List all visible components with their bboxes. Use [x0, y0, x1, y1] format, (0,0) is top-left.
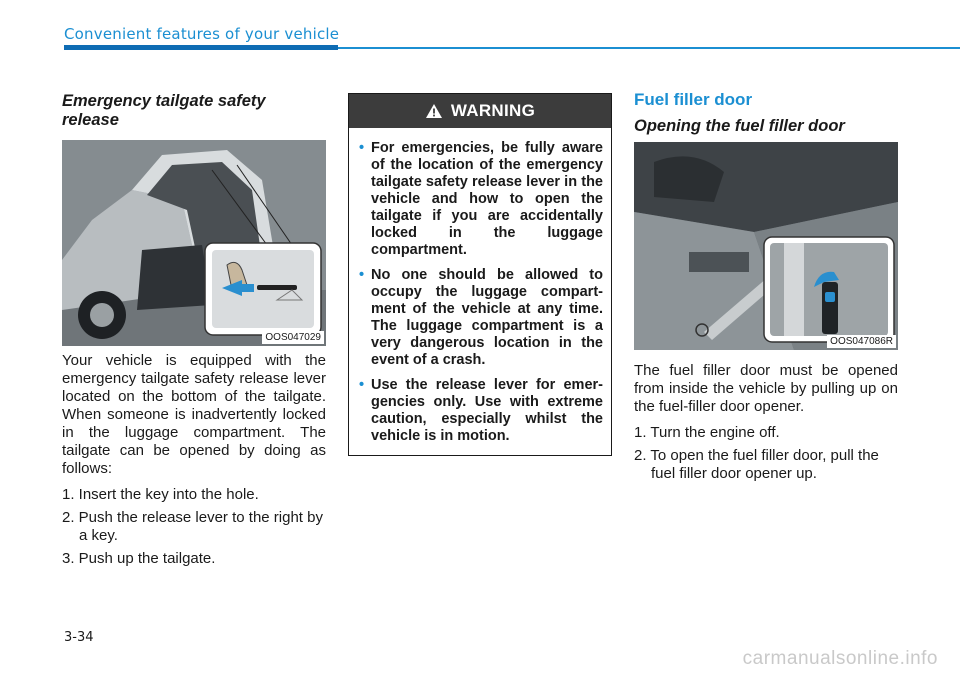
header-rule-thick: [64, 45, 338, 50]
header-rule-thin: [338, 47, 960, 49]
warning-header: [349, 94, 611, 128]
tailgate-steps: [62, 486, 326, 568]
bullet-icon: •: [359, 140, 365, 156]
bullet-icon: •: [359, 377, 365, 393]
figure-label: OOS047029: [262, 331, 324, 344]
fuel-door-steps: [634, 424, 898, 483]
watermark: carmanualsonline.info: [742, 648, 938, 669]
step-item: 2. Push the release lever to the right by a key.: [62, 509, 323, 544]
header-title: Convenient features of your vehicle: [64, 25, 340, 43]
figure-label: OOS047086R: [827, 335, 896, 348]
bullet-icon: •: [359, 267, 365, 283]
warning-item: • For emergencies, be fully aware of the location of the emergency tailgate safety release lever in the vehicle and how to open the tailgate if you are accidentally locked in the luggage compartment.: [359, 140, 603, 258]
tailgate-paragraph: Your vehicle is equipped with the emergency tailgate safety release lever located on the bottom of the tailgate. When someone is inadvertently locked in the luggage compartment. The tailgate can be opened by doing as follows:: [62, 352, 326, 477]
warning-item: • No one should be allowed to occupy the luggage compartment of the vehicle at any time. The luggage compartment is a very dangerous location in the event of a crash.: [359, 267, 603, 368]
fuel-door-section: [634, 90, 898, 488]
step-item: 1. Turn the engine off.: [634, 424, 780, 441]
warning-triangle-icon: [425, 103, 443, 119]
fuel-door-figure: [634, 142, 898, 350]
page-number: 3-34: [64, 630, 94, 645]
fuel-door-illustration: [634, 142, 898, 350]
tailgate-illustration: [62, 140, 326, 346]
fuel-door-paragraph: The fuel filler door must be opened from inside the vehicle by pulling up on the fuel-filler door opener.: [634, 362, 898, 415]
step-item: 3. Push up the tailgate.: [62, 550, 216, 567]
tailgate-section: [62, 92, 326, 573]
warning-title: WARNING: [450, 101, 536, 120]
step-item: 2. To open the fuel filler door, pull the fuel filler door opener up.: [634, 447, 879, 482]
step-item: 1. Insert the key into the hole.: [62, 486, 259, 503]
warning-item: • Use the release lever for emergencies only. Use with extreme caution, especially whilst the vehicle is in motion.: [359, 377, 603, 444]
tailgate-section-title: Emergency tailgate safety release: [62, 92, 266, 129]
fuel-door-heading: Fuel filler door: [634, 90, 753, 109]
fuel-door-subheading: Opening the fuel filler door: [634, 117, 845, 135]
tailgate-figure: [62, 140, 326, 346]
warning-box: [348, 93, 612, 456]
